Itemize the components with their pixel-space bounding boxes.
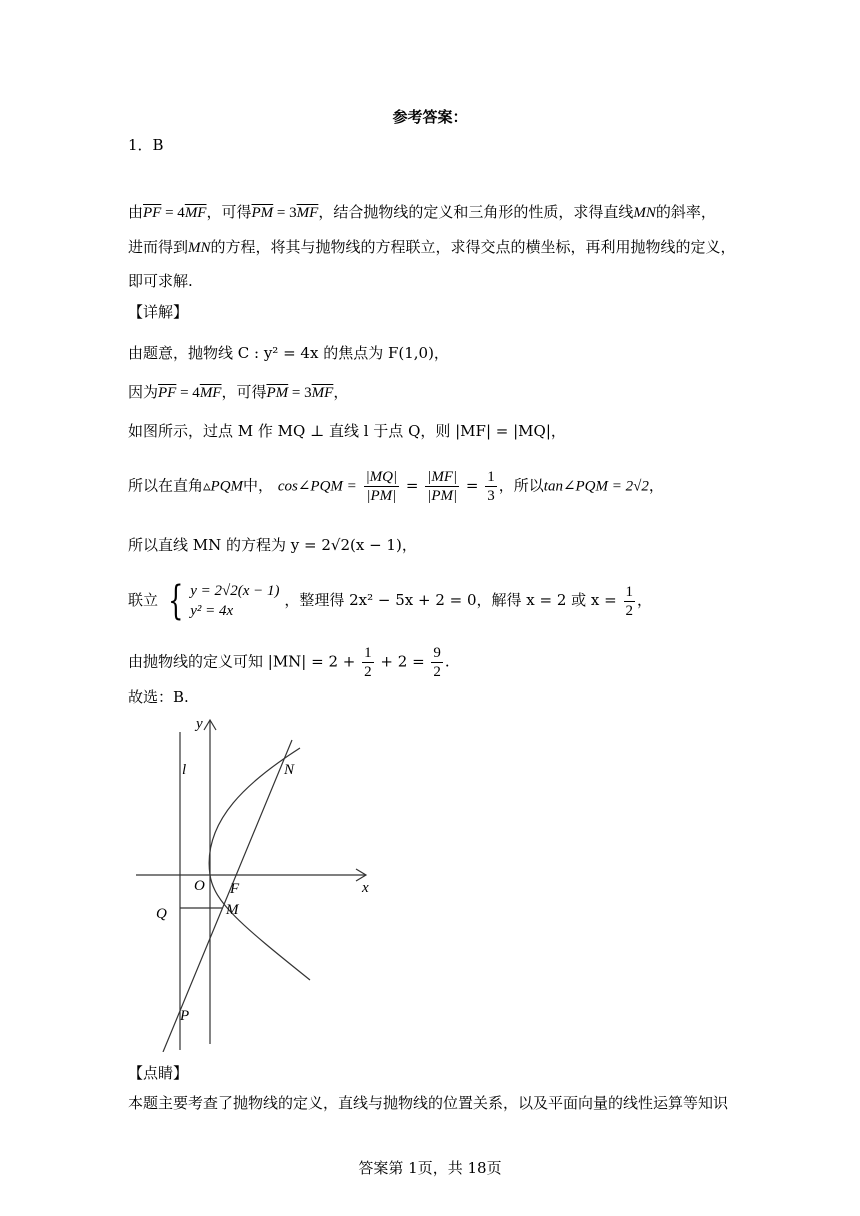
- text: 由抛物线的定义可知 |MN| = 2 +: [128, 652, 356, 671]
- label-l: l: [182, 762, 187, 778]
- detail-header: 【详解】: [128, 303, 189, 321]
- math-tan: tan∠PQM = 2√2: [543, 478, 649, 495]
- numerator: 1: [364, 645, 372, 661]
- text: 因为: [128, 383, 159, 401]
- vector-pf: $\overline{PF}$: [143, 205, 162, 221]
- fraction: [485, 468, 497, 505]
- denominator: |PM|: [366, 488, 397, 504]
- analysis-line-1: [128, 201, 716, 224]
- numerator: |MF|: [427, 469, 458, 485]
- denominator: 2: [625, 602, 634, 619]
- label-m: M: [226, 902, 239, 918]
- detail-line-2: [128, 381, 348, 404]
- comment-header: 【点睛】: [128, 1064, 189, 1082]
- vector-mf: $\overline{MF}$: [296, 205, 319, 221]
- fraction: [425, 468, 459, 505]
- text: ，可得: [206, 203, 252, 221]
- text: = 3: [288, 385, 312, 401]
- math-cos: cos∠PQM =: [277, 478, 357, 495]
- math-triangle: ▵PQM: [203, 478, 244, 495]
- text: 中，: [243, 476, 274, 495]
- vector-mf: $\overline{MF}$: [199, 385, 222, 401]
- label-x: x: [362, 880, 369, 896]
- parabola-figure: [130, 712, 380, 1052]
- vector-pm: $\overline{PM}$: [251, 205, 274, 221]
- text: 进而得到: [128, 238, 189, 256]
- fraction: [624, 583, 636, 620]
- denominator: |PM|: [427, 488, 458, 504]
- fraction: [362, 644, 374, 681]
- text: ，结合抛物线的定义和三角形的性质，求得直线: [318, 203, 634, 221]
- vector-pm: $\overline{PM}$: [266, 385, 289, 401]
- fraction: [364, 468, 400, 505]
- equation-system: [163, 578, 280, 624]
- answer-line: 1．B: [128, 136, 164, 154]
- text: 所以在直角: [128, 476, 204, 495]
- text: .: [444, 652, 450, 671]
- text: 的斜率，: [655, 203, 716, 221]
- system-rows: [190, 581, 279, 621]
- text: ，所以: [498, 476, 544, 495]
- detail-line-7: [128, 644, 450, 681]
- denominator: 2: [433, 664, 441, 680]
- equation-row: y² = 4x: [190, 603, 234, 619]
- denominator: 3: [487, 488, 495, 504]
- text: ，: [333, 383, 349, 401]
- numerator: 1: [487, 469, 495, 485]
- parabola-curve: [209, 748, 310, 980]
- detail-line-6: [128, 578, 653, 624]
- brace: {: [167, 578, 184, 624]
- comment-text: 本题主要考查了抛物线的定义，直线与抛物线的位置关系，以及平面向量的线性运算等知识: [128, 1094, 729, 1112]
- page-title: 参考答案：: [392, 108, 468, 126]
- page-footer: 答案第 1页，共 18页: [358, 1159, 502, 1177]
- fraction: [431, 644, 443, 681]
- math-mn: MN: [188, 240, 211, 256]
- text: ，整理得 2x² − 5x + 2 = 0，解得 x = 2 或 x =: [284, 591, 617, 609]
- numerator: |MQ|: [365, 469, 398, 485]
- text: + 2 =: [380, 652, 425, 671]
- numerator: 1: [625, 583, 634, 600]
- text: ，可得: [221, 383, 267, 401]
- text: = 4: [176, 385, 200, 401]
- text: ，: [637, 591, 653, 609]
- text: ，: [648, 476, 664, 495]
- label-y: y: [196, 716, 203, 732]
- detail-line-1: 由题意，抛物线 C : y² = 4x 的焦点为 F(1,0)，: [128, 344, 449, 362]
- vector-mf: $\overline{MF}$: [184, 205, 207, 221]
- detail-line-5: 所以直线 MN 的方程为 y = 2√2(x − 1)，: [128, 536, 417, 554]
- label-p: P: [180, 1008, 190, 1024]
- detail-line-8: 故选：B.: [128, 688, 189, 706]
- text: = 3: [273, 205, 297, 221]
- text: 由: [128, 203, 144, 221]
- line-mn: [163, 740, 292, 1052]
- math-mn: MN: [633, 205, 656, 221]
- label-f: F: [230, 881, 240, 897]
- vector-mf: $\overline{MF}$: [311, 385, 334, 401]
- analysis-line-2: [128, 236, 736, 259]
- label-n: N: [284, 762, 295, 778]
- denominator: 2: [364, 664, 372, 680]
- equation-row: y = 2√2(x − 1): [190, 583, 280, 599]
- text: 联立: [128, 591, 159, 609]
- text: 的方程，将其与抛物线的方程联立，求得交点的横坐标，再利用抛物线的定义，: [210, 238, 736, 256]
- text: = 4: [161, 205, 185, 221]
- numerator: 9: [433, 645, 441, 661]
- analysis-line-3: 即可求解.: [128, 272, 193, 290]
- detail-line-4: 所以在直角▵PQM中， cos∠PQM = $\frac{|MQ|}{|PM|}$ = $\frac{|MF|}{|PM|}$ = $\frac{1}{3}$ ，所以tan∠PQM = 2√2，: [128, 469, 664, 504]
- label-o: O: [194, 878, 205, 894]
- vector-pf: $\overline{PF}$: [158, 385, 177, 401]
- label-q: Q: [156, 906, 167, 922]
- detail-line-3: 如图所示，过点 M 作 MQ ⊥ 直线 l 于点 Q，则 |MF| = |MQ|，: [128, 422, 566, 440]
